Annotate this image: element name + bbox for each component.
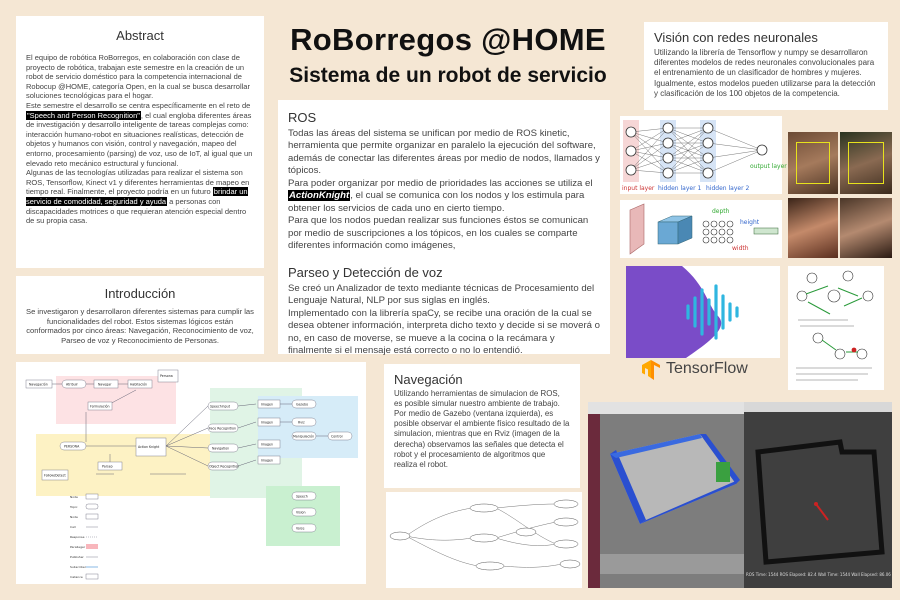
ros-heading: ROS	[288, 110, 317, 125]
voice-svg	[626, 266, 780, 358]
legend-5: Paralleger	[70, 545, 86, 549]
nn-svg	[620, 116, 787, 194]
flow-legend	[69, 494, 98, 579]
flow-node-21: Manipulación	[293, 434, 315, 439]
rviz-screenshot	[744, 402, 892, 588]
title-sub: Sistema de un robot de servicio	[289, 64, 607, 87]
parseo-p1: Se creó un Analizador de texto mediante técnicas de Procesamiento del Lenguaje Natural, NLP por sus siglas en inglés.	[288, 282, 595, 307]
cnn-input-slab	[630, 204, 644, 254]
ros-node-graph	[386, 492, 582, 588]
vision-text: Utilizando la librería de Tensorflow y numpy se desarrollaron diferentes modelos de redes neuronales convolucionales para el entrenamiento de un clasificador de hombres y mujeres. Igualmente, estos modelos pueden utilizarse para la detección y clasificación de los 100 objetos de la competencia.	[654, 48, 876, 98]
cnn-depth-label: depth	[712, 208, 730, 215]
flow-node-16: Imagen	[261, 420, 274, 425]
legend-1: Topic	[70, 505, 78, 509]
flow-node-8: Parseo	[102, 464, 113, 469]
rviz-map	[744, 412, 892, 572]
nn-nodes	[626, 123, 767, 178]
abstract-panel	[16, 16, 264, 268]
gazebo-screenshot	[588, 402, 744, 588]
gazebo-toolbar	[588, 402, 744, 414]
notes-circles	[797, 271, 873, 359]
flow-node-23: Speech	[296, 494, 308, 499]
ros-graph-svg	[386, 492, 582, 588]
flow-node-5: Persona	[160, 374, 173, 378]
flow-node-11: Speechinput	[210, 404, 230, 409]
face-photo-1	[788, 132, 838, 194]
voice-waveform-image	[626, 266, 780, 358]
hidden1-label: hidden layer 1	[658, 185, 702, 192]
legend-6: Publisher	[70, 555, 84, 559]
ros-body	[288, 128, 600, 253]
flow-node-13: Navigation	[212, 446, 230, 451]
handwritten-nn-notes	[788, 266, 884, 390]
notes-scribbles	[796, 320, 872, 380]
cnn-svg	[620, 200, 782, 258]
abstract-heading: Abstract	[116, 28, 164, 43]
abstract-p3b: a personas con discapacidades motrices o que requieran atención especial dentro de su propia casa.	[26, 196, 247, 226]
legend-0: Node	[70, 495, 78, 499]
navegacion-panel	[384, 364, 580, 488]
head-silhouette	[626, 266, 721, 358]
flow-node-20: Rviz	[298, 420, 305, 425]
face-box-2	[848, 142, 884, 184]
cnn-diagram	[620, 200, 782, 258]
flow-node-19: Gazebo	[296, 402, 309, 407]
gazebo-statusbar	[600, 554, 744, 574]
nn-edges	[631, 128, 762, 173]
cnn-width-label: width	[732, 245, 749, 252]
tensorflow-label: TensorFlow	[666, 360, 748, 377]
flowchart-svg	[16, 362, 366, 584]
flow-node-18: Imagen	[261, 458, 274, 463]
abstract-p3a: Algunas de las tecnologías utilizadas para realizar el sistema son ROS, Tensorflow, Kinect v1 y diferentes herramientas de mapeo en tiempo real. Finalmente, el proyecto podría en un futuro	[26, 168, 250, 197]
flow-node-22: Control	[331, 434, 343, 439]
output-layer-label: output layer	[750, 163, 787, 170]
ros-panel	[278, 100, 610, 357]
rviz-robot	[814, 502, 818, 506]
legend-3: Call	[70, 525, 76, 529]
title-main: RoBorregos @HOME	[290, 22, 606, 57]
ros-graph-nodes	[390, 500, 580, 570]
ros-p3: Para que los nodos puedan realizar sus funciones éstos se comunican por medio de suscripciones a los tópicos, en los cuales se comparte diferentes información como imágenes,	[288, 215, 589, 252]
notes-green-arrows	[806, 286, 862, 352]
ros-p2b: , el cual se comunica con los nodos y los estimula para obtener los servicios de cada uno en cierto tiempo.	[288, 190, 585, 214]
face-photo-2	[840, 132, 892, 194]
flow-node-6: Formulación	[90, 404, 110, 409]
abstract-highlight-speech: "Speech and Person Recognition"	[27, 110, 140, 120]
tensorflow-icon	[640, 359, 662, 381]
flow-node-17: Imagen	[261, 442, 274, 447]
gazebo-scene	[600, 414, 744, 574]
gazebo-green-object	[716, 462, 730, 482]
flow-node-14: Object Recognition	[209, 464, 240, 469]
flow-node-10: Follow/Detect	[44, 473, 66, 478]
neural-network-diagram	[620, 116, 787, 194]
abstract-p1: El equipo de robótica RoBorregos, en colaboración con clase de proyecto de robótica, trabajan este semestre en la creación de un robot de servicio doméstico para la competencia internacional de Robocup @HOME, categoría Open, en la cual se busca desarrollar soluciones tecnológicas para el hogar.	[26, 53, 250, 101]
gazebo-sidebar	[588, 414, 600, 588]
ros-p2a: Para poder organizar por medio de prioridades las acciones se utiliza el	[288, 177, 593, 189]
intro-heading: Introducción	[104, 286, 176, 301]
legend-2: Node	[70, 515, 78, 519]
flow-node-9: Action Knight	[138, 445, 160, 449]
abstract-highlight-service: brindar un servicio de comodidad, seguridad y ayuda	[26, 187, 248, 206]
rviz-statusbar: ROS Time: 1544 ROS Elapsed: 82.4 Wall Time: 1544 Wall Elapsed: 86.06	[746, 572, 891, 577]
cnn-output-bar	[754, 228, 778, 234]
ros-highlight-actionknight: ActionKnight	[289, 190, 350, 202]
parseo-heading: Parseo y Detección de voz	[288, 264, 443, 280]
flow-node-4: Habitación	[130, 382, 148, 387]
tensorflow-logo	[640, 358, 780, 382]
notes-svg	[788, 266, 884, 390]
intro-panel	[16, 276, 264, 354]
vision-heading: Visión con redes neuronales	[654, 30, 818, 45]
legend-4: Response	[70, 535, 85, 539]
parseo-body	[288, 283, 600, 358]
flow-node-24: Vision	[296, 510, 306, 515]
abstract-body	[26, 53, 254, 226]
abstract-p2a: Este semestre el desarrollo se centra específicamente en el reto de	[26, 100, 251, 110]
parseo-p2: Implementado con la librería spaCy, se recibe una oración de la cual se desea obtener información, interpreta dicho texto y decide si se moverá o no, en caso de moverse, se mueve a la cocina o la recámara y finalmente si el mensaje está correcto o no lo entendió.	[288, 307, 600, 357]
rviz-robot-arrow	[816, 504, 828, 520]
flow-node-15: Imagen	[261, 402, 274, 407]
notes-red-dot	[852, 348, 857, 353]
navegacion-heading: Navegación	[394, 372, 463, 387]
legend-8: Instance	[70, 575, 83, 579]
cnn-neuron-grid	[703, 221, 733, 243]
flow-node-25: Voice	[296, 526, 305, 531]
face-photo-3	[788, 198, 838, 258]
title-block	[270, 22, 626, 88]
abstract-p2b: , el cual engloba diferentes áreas de investigación y desarrollo inteligente de tareas complejas como: interacción humano-robot en situaciones realísticas, detección de objetos y humanos con visión, control y navegación, mapeo del entorno, procesamiento (parsing) de voz, uso de IoT, al igual que un elevado reto mecánico estructural y funcional.	[26, 110, 253, 168]
ros-p1: Todas las áreas del sistema se unifican por medio de ROS kinetic, herramienta que permite organizar en paralelo la ejecución del software, además de conectar las diferentes áreas por medio de nodos, llamados y tópicos.	[288, 128, 600, 177]
flow-node-12: Face Recognition	[209, 426, 236, 431]
hidden2-label: hidden layer 2	[706, 185, 750, 192]
cnn-height-label: height	[740, 219, 760, 226]
rviz-walls	[758, 442, 882, 562]
cnn-block-front	[658, 222, 678, 244]
architecture-flowchart	[16, 362, 366, 584]
face-box-1	[796, 142, 830, 184]
face-photo-4	[840, 198, 892, 258]
vision-panel	[644, 22, 888, 110]
intro-text: Se investigaron y desarrollaron diferentes sistemas para cumplir las funcionalidades del robot. Estos sistemas lógicos están conformados por cinco áreas: Navegación, Reconocimiento de voz, Parseo de voz y Reconocimiento de Personas.	[26, 307, 254, 346]
flow-node-2: Atribuir	[66, 382, 78, 387]
flow-node-3: Navegar	[98, 382, 112, 387]
flow-node-1: Navegación	[29, 382, 48, 387]
navegacion-text: Utilizando herramientas de simulacion de ROS, es posible simular nuestro ambiente de trabajo. Por medio de Gazebo (ventana izquierda), es posible observar el ambiente físico resultado de la simulacion, mientras que en Rviz (imagen de la derecha) observamos las señales que detecta el robot y el procesamiento de algoritmos que realiza el robot.	[394, 389, 570, 469]
input-layer-label: input layer	[622, 185, 655, 192]
rviz-toolbar	[744, 402, 892, 412]
legend-7: Subscriber	[70, 565, 86, 569]
flow-node-7: PERSONA	[64, 444, 80, 449]
